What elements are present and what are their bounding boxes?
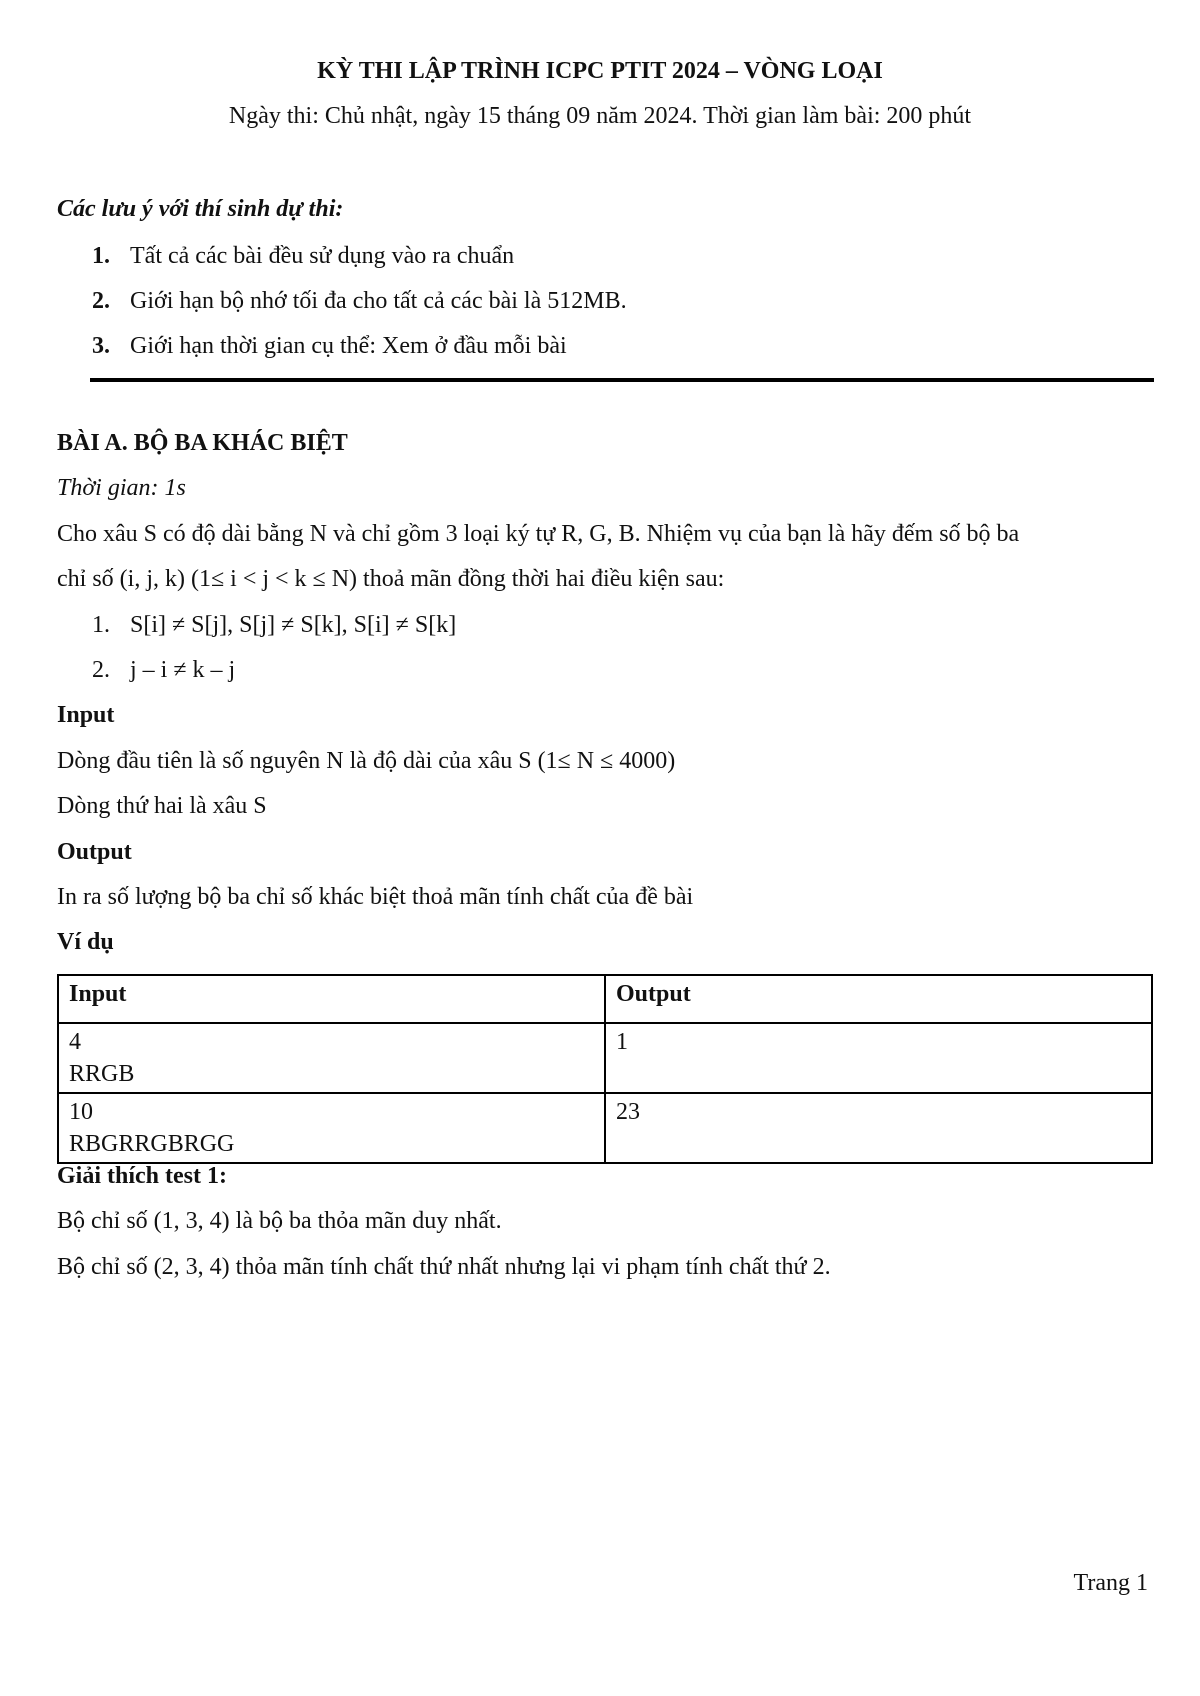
- example-input-line: RRGB: [69, 1061, 135, 1087]
- example-heading: Ví dụ: [57, 929, 114, 955]
- notes-item-number: 2.: [92, 288, 110, 314]
- condition-number: 2.: [92, 657, 110, 683]
- table-row: [58, 1093, 1152, 1163]
- notes-item-number: 3.: [92, 333, 110, 359]
- statement-line-2: chỉ số (i, j, k) (1≤ i < j < k ≤ N) thoả mãn đồng thời hai điều kiện sau:: [57, 566, 725, 592]
- table-header-output: Output: [605, 975, 1152, 1023]
- output-description: In ra số lượng bộ ba chỉ số khác biệt thoả mãn tính chất của đề bài: [57, 884, 694, 910]
- example-output-cell: 1: [605, 1023, 1152, 1093]
- condition-number: 1.: [92, 612, 110, 638]
- input-description-line-1: Dòng đầu tiên là số nguyên N là độ dài của xâu S (1≤ N ≤ 4000): [57, 748, 676, 774]
- problem-title: BÀI A. BỘ BA KHÁC BIỆT: [57, 430, 348, 456]
- explanation-line-2: Bộ chỉ số (2, 3, 4) thỏa mãn tính chất thứ nhất nhưng lại vi phạm tính chất thứ 2.: [57, 1254, 831, 1280]
- output-heading: Output: [57, 839, 132, 865]
- notes-item-text: Tất cả các bài đều sử dụng vào ra chuẩn: [130, 243, 515, 269]
- page-number: Trang 1: [1073, 1570, 1148, 1596]
- statement-line-1: Cho xâu S có độ dài bằng N và chỉ gồm 3 loại ký tự R, G, B. Nhiệm vụ của bạn là hãy đếm số bộ ba: [57, 521, 1020, 547]
- explanation-heading: Giải thích test 1:: [57, 1163, 227, 1189]
- condition-text: S[i] ≠ S[j], S[j] ≠ S[k], S[i] ≠ S[k]: [130, 612, 457, 638]
- example-input-cell: [58, 1023, 605, 1093]
- time-limit: Thời gian: 1s: [57, 475, 186, 501]
- example-input-line: RBGRRGBRGG: [69, 1131, 235, 1157]
- notes-heading: Các lưu ý với thí sinh dự thi:: [57, 196, 344, 222]
- notes-item-text: Giới hạn bộ nhớ tối đa cho tất cả các bài là 512MB.: [130, 288, 627, 314]
- table-header-row: [58, 975, 1152, 1023]
- table-header-input: Input: [58, 975, 605, 1023]
- condition-text: j – i ≠ k – j: [130, 657, 236, 683]
- table-row: [58, 1023, 1152, 1093]
- explanation-line-1: Bộ chỉ số (1, 3, 4) là bộ ba thỏa mãn duy nhất.: [57, 1208, 502, 1234]
- section-divider: [90, 378, 1154, 382]
- example-input-cell: [58, 1093, 605, 1163]
- notes-item-text: Giới hạn thời gian cụ thể: Xem ở đầu mỗi bài: [130, 333, 567, 359]
- example-output-cell: 23: [605, 1093, 1152, 1163]
- example-input-line: 4: [69, 1029, 81, 1055]
- example-input-line: 10: [69, 1099, 93, 1125]
- document-title: KỲ THI LẬP TRÌNH ICPC PTIT 2024 – VÒNG LOẠI: [317, 58, 883, 84]
- notes-item-number: 1.: [92, 243, 110, 269]
- example-table: [57, 974, 1153, 1164]
- exam-subtitle: Ngày thi: Chủ nhật, ngày 15 tháng 09 năm 2024. Thời gian làm bài: 200 phút: [228, 103, 972, 129]
- input-description-line-2: Dòng thứ hai là xâu S: [57, 793, 267, 819]
- input-heading: Input: [57, 702, 115, 728]
